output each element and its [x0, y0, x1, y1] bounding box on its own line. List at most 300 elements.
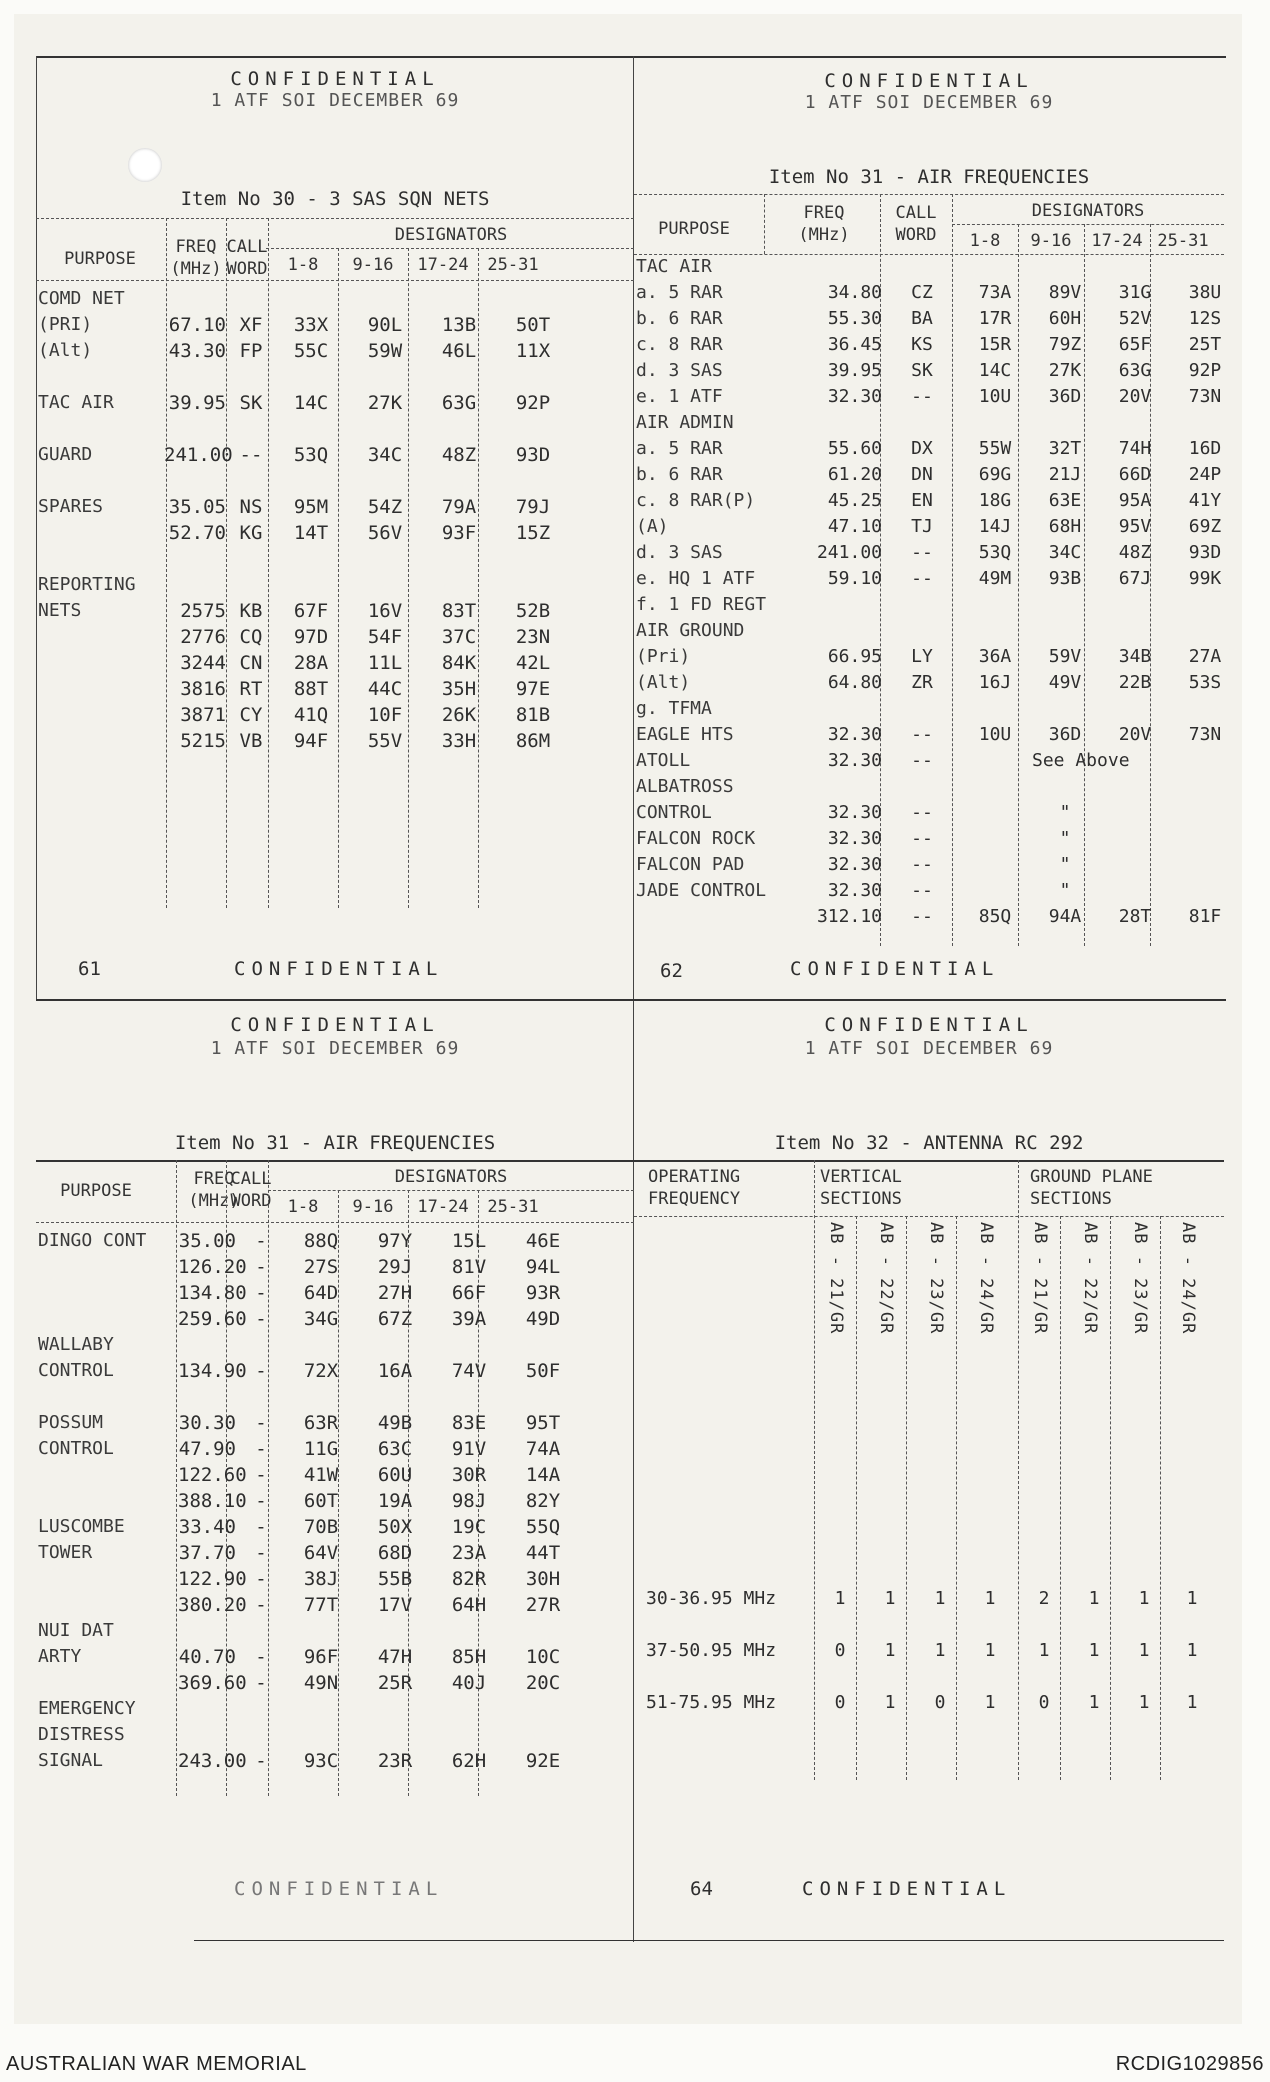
table-cell: 34B: [1118, 646, 1152, 667]
table-row: [36, 312, 570, 338]
header-bottom-rule: [634, 1216, 1224, 1217]
table-cell: 36D: [1048, 386, 1082, 407]
table-top-rule: [36, 1160, 634, 1162]
table-cell: 50X: [377, 1516, 413, 1538]
table-cell: [36, 676, 162, 702]
col-rule: [1060, 1216, 1061, 1780]
table-cell: [36, 364, 162, 390]
table-cell: 17V: [377, 1594, 413, 1616]
table-cell: POSSUM: [38, 1412, 104, 1433]
table-row: [634, 852, 1224, 878]
section-count: 1: [984, 1692, 996, 1713]
table-row: [36, 1462, 580, 1488]
table-cell: [36, 468, 162, 494]
table-cell: 77T: [303, 1594, 339, 1616]
table-cell: AIR ADMIN: [636, 412, 734, 433]
table-cell: [36, 650, 162, 676]
table-cell: [788, 696, 884, 722]
table-cell: 83T: [441, 600, 477, 622]
section-count: 1: [1186, 1640, 1198, 1661]
table-cell: -: [255, 1594, 267, 1616]
table-cell: [348, 416, 422, 442]
table-cell: [496, 416, 570, 442]
table-cell: 95M: [293, 496, 329, 518]
table-cell: 82R: [451, 1568, 487, 1590]
section-count: 1: [1138, 1692, 1150, 1713]
table-cell: 39.95: [827, 360, 882, 381]
table-cell: 60T: [303, 1490, 339, 1512]
table-row: [36, 1618, 580, 1644]
table-row: [36, 650, 570, 676]
table-cell: 20C: [525, 1672, 561, 1694]
table-cell: 48Z: [441, 444, 477, 466]
air-frequencies-cont-table: [36, 1228, 580, 1774]
table-row: [36, 1254, 580, 1280]
credit-right: RCDIG1029856: [1115, 2053, 1264, 2075]
table-cell: 34C: [1048, 542, 1082, 563]
table-row: [634, 800, 1224, 826]
table-cell: 85Q: [978, 906, 1012, 927]
table-cell: 94A: [1048, 906, 1082, 927]
table-cell: 122.60: [178, 1464, 247, 1486]
table-cell: FALCON PAD: [636, 854, 745, 875]
section-count: 1: [984, 1640, 996, 1661]
table-cell: -: [255, 1360, 267, 1382]
table-cell: 32T: [1048, 438, 1082, 459]
table-cell: [960, 254, 1030, 280]
table-cell: DISTRESS: [38, 1724, 125, 1745]
table-row: [36, 1436, 580, 1462]
table-cell: SIGNAL: [38, 1750, 104, 1771]
table-cell: [176, 1696, 238, 1722]
table-cell: 50F: [525, 1360, 561, 1382]
table-cell: 369.60: [178, 1672, 247, 1694]
table-cell: 16V: [367, 600, 403, 622]
table-cell: -: [255, 1542, 267, 1564]
confidential-header: CONFIDENTIAL: [824, 1014, 1034, 1036]
table-cell: 16A: [377, 1360, 413, 1382]
table-cell: [960, 878, 1030, 904]
table-cell: 84K: [441, 652, 477, 674]
table-row: [634, 514, 1224, 540]
table-cell: --: [911, 854, 933, 875]
table-cell: 67Z: [377, 1308, 413, 1330]
table-cell: [960, 748, 1030, 774]
page-61: [36, 58, 634, 1000]
table-cell: [36, 546, 162, 572]
table-cell: 63G: [1118, 360, 1152, 381]
table-cell: 38U: [1188, 282, 1222, 303]
col-rule: [1160, 1216, 1161, 1780]
table-cell: [884, 774, 960, 800]
table-cell: [884, 696, 960, 722]
table-cell: TOWER: [38, 1542, 93, 1563]
table-cell: [176, 1332, 238, 1358]
table-cell: WALLABY: [38, 1334, 114, 1355]
table-cell: 94F: [293, 730, 329, 752]
table-cell: 73N: [1188, 724, 1222, 745]
table-row: [36, 728, 570, 754]
table-cell: [1030, 618, 1100, 644]
table-cell: 99K: [1188, 568, 1222, 589]
table-row: [36, 1748, 580, 1774]
table-cell: 2575: [180, 600, 226, 622]
table-cell: CZ: [911, 282, 933, 303]
table-cell: 30H: [525, 1568, 561, 1590]
table-cell: 91V: [451, 1438, 487, 1460]
table-row: [36, 1488, 580, 1514]
table-cell: RT: [239, 678, 263, 700]
table-row: [36, 572, 570, 598]
table-cell: 11L: [367, 652, 403, 674]
table-cell: 32.30: [827, 802, 882, 823]
col-rule: [856, 1216, 857, 1780]
table-cell: REPORTING: [38, 574, 136, 595]
table-row: [634, 384, 1224, 410]
frequency-range: 30-36.95 MHz: [646, 1588, 777, 1609]
table-cell: COMD NET: [38, 288, 125, 309]
table-cell: [228, 572, 274, 598]
table-cell: CN: [239, 652, 263, 674]
section-count: 1: [1186, 1692, 1198, 1713]
table-cell: KB: [239, 600, 263, 622]
table-cell: 59.10: [827, 568, 882, 589]
table-cell: 68H: [1048, 516, 1082, 537]
table-cell: SK: [911, 360, 933, 381]
desig-9-16: 9-16: [352, 1197, 394, 1217]
table-cell: 93R: [525, 1282, 561, 1304]
table-cell: TAC AIR: [38, 392, 114, 413]
table-cell: [36, 1670, 176, 1696]
purpose-header: PURPOSE: [64, 249, 136, 269]
section-count: 1: [1088, 1692, 1100, 1713]
table-cell: BA: [911, 308, 933, 329]
table-row: [36, 598, 570, 624]
table-row: [36, 1228, 580, 1254]
table-cell: [884, 618, 960, 644]
table-cell: 41Q: [293, 704, 329, 726]
table-cell: 59W: [367, 340, 403, 362]
table-row: [634, 306, 1224, 332]
section-label: AB - 22/GR: [1080, 1222, 1100, 1335]
table-cell: 49B: [377, 1412, 413, 1434]
table-row: [36, 1722, 580, 1748]
table-cell: [1030, 254, 1100, 280]
table-cell: 3244: [180, 652, 226, 674]
table-cell: [358, 1332, 432, 1358]
table-cell: 63E: [1048, 490, 1082, 511]
table-row: [634, 618, 1224, 644]
table-cell: 19C: [451, 1516, 487, 1538]
table-row: [634, 592, 1224, 618]
section-count: 0: [934, 1692, 946, 1713]
table-cell: EAGLE HTS: [636, 724, 734, 745]
item-title: Item No 31 - AIR FREQUENCIES: [768, 166, 1090, 188]
table-cell: [1100, 592, 1170, 618]
section-count: 1: [884, 1588, 896, 1609]
table-cell: CONTROL: [636, 802, 712, 823]
table-cell: [358, 1722, 432, 1748]
table-cell: [1170, 592, 1224, 618]
table-cell: 16J: [978, 672, 1012, 693]
table-cell: [960, 410, 1030, 436]
table-cell: 241.00: [816, 542, 882, 563]
table-cell: ALBATROSS: [636, 776, 734, 797]
table-cell: 36.45: [827, 334, 882, 355]
table-cell: 41Y: [1188, 490, 1222, 511]
table-cell: 66D: [1118, 464, 1152, 485]
designators-header: DESIGNATORS: [394, 1167, 508, 1187]
table-row: [634, 696, 1224, 722]
table-cell: 96F: [303, 1646, 339, 1668]
table-cell: [36, 1306, 176, 1332]
vertical-sections-header: VERTICAL SECTIONS: [820, 1167, 902, 1209]
table-cell: 19A: [377, 1490, 413, 1512]
page-64: [634, 1000, 1224, 1940]
table-cell: [422, 468, 496, 494]
table-cell: 67J: [1118, 568, 1152, 589]
page-63: [36, 1000, 634, 1940]
table-cell: 95T: [525, 1412, 561, 1434]
table-cell: [284, 1696, 358, 1722]
table-cell: [36, 624, 162, 650]
table-cell: SPARES: [38, 496, 104, 517]
table-cell: 30.30: [178, 1412, 236, 1434]
desig-9-16: 9-16: [352, 255, 394, 275]
table-cell: 28A: [293, 652, 329, 674]
purpose-header: PURPOSE: [60, 1181, 132, 1201]
table-row: [36, 624, 570, 650]
table-row: [36, 1280, 580, 1306]
table-cell: 47H: [377, 1646, 413, 1668]
table-cell: 73N: [1188, 386, 1222, 407]
table-cell: 10U: [978, 386, 1012, 407]
table-row: [634, 358, 1224, 384]
desig-25-31: 25-31: [487, 255, 539, 275]
table-cell: [162, 546, 228, 572]
table-cell: 36A: [978, 646, 1012, 667]
table-cell: [884, 254, 960, 280]
table-cell: 66.95: [827, 646, 882, 667]
table-cell: 22B: [1118, 672, 1152, 693]
table-cell: [176, 1618, 238, 1644]
table-cell: 33H: [441, 730, 477, 752]
table-cell: 34G: [303, 1308, 339, 1330]
table-cell: 41W: [303, 1464, 339, 1486]
table-cell: 61.20: [827, 464, 882, 485]
table-cell: 49M: [978, 568, 1012, 589]
table-row: [36, 468, 570, 494]
desig-25-31: 25-31: [487, 1197, 539, 1217]
table-cell: --: [911, 386, 933, 407]
table-cell: d. 3 SAS: [636, 360, 723, 381]
table-row: [634, 410, 1224, 436]
table-cell: 92P: [1188, 360, 1222, 381]
col-rule: [906, 1216, 907, 1780]
table-cell: 15R: [978, 334, 1012, 355]
table-cell: GUARD: [38, 444, 93, 465]
soi-subheader: 1 ATF SOI DECEMBER 69: [210, 1038, 460, 1059]
table-row: [36, 442, 570, 468]
table-cell: [274, 416, 348, 442]
table-cell: 39.95: [168, 392, 226, 414]
table-cell: [348, 572, 422, 598]
table-top-rule: [634, 194, 1224, 195]
table-cell: 55.30: [827, 308, 882, 329]
table-cell: (Pri): [636, 646, 691, 667]
table-cell: [506, 1696, 580, 1722]
table-cell: FALCON ROCK: [636, 828, 756, 849]
page-number: 62: [660, 960, 683, 982]
table-cell: [960, 826, 1030, 852]
table-cell: 42L: [515, 652, 551, 674]
table-cell: -: [255, 1516, 267, 1538]
section-count: 1: [1088, 1640, 1100, 1661]
table-cell: d. 3 SAS: [636, 542, 723, 563]
section-count: 1: [1038, 1640, 1050, 1661]
table-cell: 380.20: [178, 1594, 247, 1616]
table-cell: --: [911, 750, 933, 771]
table-cell: 36D: [1048, 724, 1082, 745]
table-cell: [496, 572, 570, 598]
table-cell: 241.00: [164, 444, 233, 466]
table-cell: 37C: [441, 626, 477, 648]
table-cell: 14C: [978, 360, 1012, 381]
table-cell: 35.05: [168, 496, 226, 518]
table-row: [36, 1410, 580, 1436]
section-label: AB - 22/GR: [876, 1222, 896, 1335]
table-cell: (Alt): [636, 672, 691, 693]
table-cell: [1030, 696, 1100, 722]
desig-9-16: 9-16: [1030, 231, 1072, 251]
table-row: [36, 494, 570, 520]
ground-plane-sections-header: GROUND PLANE SECTIONS: [1030, 1167, 1153, 1209]
table-cell: CY: [239, 704, 263, 726]
table-cell: 126.20: [178, 1256, 247, 1278]
table-cell: [36, 1462, 176, 1488]
table-cell: 14J: [978, 516, 1012, 537]
table-cell: [1170, 254, 1224, 280]
table-cell: [422, 286, 496, 312]
table-cell: 74H: [1118, 438, 1152, 459]
table-cell: 27S: [303, 1256, 339, 1278]
table-cell: 53Q: [293, 444, 329, 466]
table-cell: See Above: [1032, 750, 1130, 771]
table-cell: [162, 364, 228, 390]
table-row: [634, 254, 1224, 280]
table-row: [36, 286, 570, 312]
page-62: [634, 58, 1224, 1000]
table-row: [36, 520, 570, 546]
table-cell: [36, 416, 162, 442]
table-cell: [1100, 852, 1170, 878]
page-number: 61: [78, 958, 101, 980]
table-cell: 29J: [377, 1256, 413, 1278]
table-cell: 79Z: [1048, 334, 1082, 355]
table-cell: 65F: [1118, 334, 1152, 355]
table-cell: 26K: [441, 704, 477, 726]
desig-rule: [268, 1190, 634, 1191]
desig-25-31: 25-31: [1157, 231, 1209, 251]
table-cell: [358, 1384, 432, 1410]
soi-subheader: 1 ATF SOI DECEMBER 69: [804, 1038, 1054, 1059]
table-cell: 63C: [377, 1438, 413, 1460]
frequency-range: 37-50.95 MHz: [646, 1640, 777, 1661]
table-cell: 32.30: [827, 880, 882, 901]
section-count: 0: [834, 1692, 846, 1713]
table-cell: [274, 364, 348, 390]
desig-17-24: 17-24: [1091, 231, 1143, 251]
table-cell: [228, 416, 274, 442]
table-cell: [1100, 826, 1170, 852]
table-cell: 97Y: [377, 1230, 413, 1252]
table-cell: [788, 774, 884, 800]
table-cell: [228, 546, 274, 572]
table-cell: -: [255, 1490, 267, 1512]
table-cell: 85H: [451, 1646, 487, 1668]
table-cell: ": [1059, 828, 1071, 849]
table-cell: CONTROL: [38, 1438, 114, 1459]
table-cell: 82Y: [525, 1490, 561, 1512]
table-cell: 34.80: [827, 282, 882, 303]
table-cell: -: [255, 1646, 267, 1668]
item-title: Item No 31 - AIR FREQUENCIES: [174, 1132, 496, 1154]
table-cell: [228, 468, 274, 494]
table-cell: [422, 546, 496, 572]
table-cell: [238, 1332, 284, 1358]
table-cell: [1170, 748, 1224, 774]
table-cell: TAC AIR: [636, 256, 712, 277]
table-cell: 52B: [515, 600, 551, 622]
table-cell: [176, 1384, 238, 1410]
table-cell: [960, 618, 1030, 644]
table-cell: 46L: [441, 340, 477, 362]
call-header: CALL WORD: [895, 203, 937, 245]
table-cell: 93C: [303, 1750, 339, 1772]
confidential-header: CONFIDENTIAL: [230, 68, 440, 90]
table-cell: [238, 1722, 284, 1748]
table-cell: -: [255, 1282, 267, 1304]
table-cell: 25R: [377, 1672, 413, 1694]
table-cell: [960, 696, 1030, 722]
table-cell: [1170, 774, 1224, 800]
table-cell: [228, 364, 274, 390]
table-cell: 25T: [1188, 334, 1222, 355]
table-cell: 10C: [525, 1646, 561, 1668]
table-cell: 243.00: [178, 1750, 247, 1772]
table-row: [36, 390, 570, 416]
table-cell: [238, 1618, 284, 1644]
table-cell: 18G: [978, 490, 1012, 511]
table-cell: 12S: [1188, 308, 1222, 329]
table-row: [36, 1644, 580, 1670]
table-cell: [36, 1254, 176, 1280]
table-cell: 40J: [451, 1672, 487, 1694]
table-cell: 93B: [1048, 568, 1082, 589]
table-cell: [1170, 800, 1224, 826]
table-cell: 97E: [515, 678, 551, 700]
table-cell: [348, 286, 422, 312]
table-cell: 60H: [1048, 308, 1082, 329]
table-cell: 52V: [1118, 308, 1152, 329]
table-cell: 49D: [525, 1308, 561, 1330]
table-cell: 2776: [180, 626, 226, 648]
table-cell: 62H: [451, 1750, 487, 1772]
table-cell: 39A: [451, 1308, 487, 1330]
table-cell: [36, 520, 162, 546]
table-row: [634, 670, 1224, 696]
table-cell: [506, 1618, 580, 1644]
